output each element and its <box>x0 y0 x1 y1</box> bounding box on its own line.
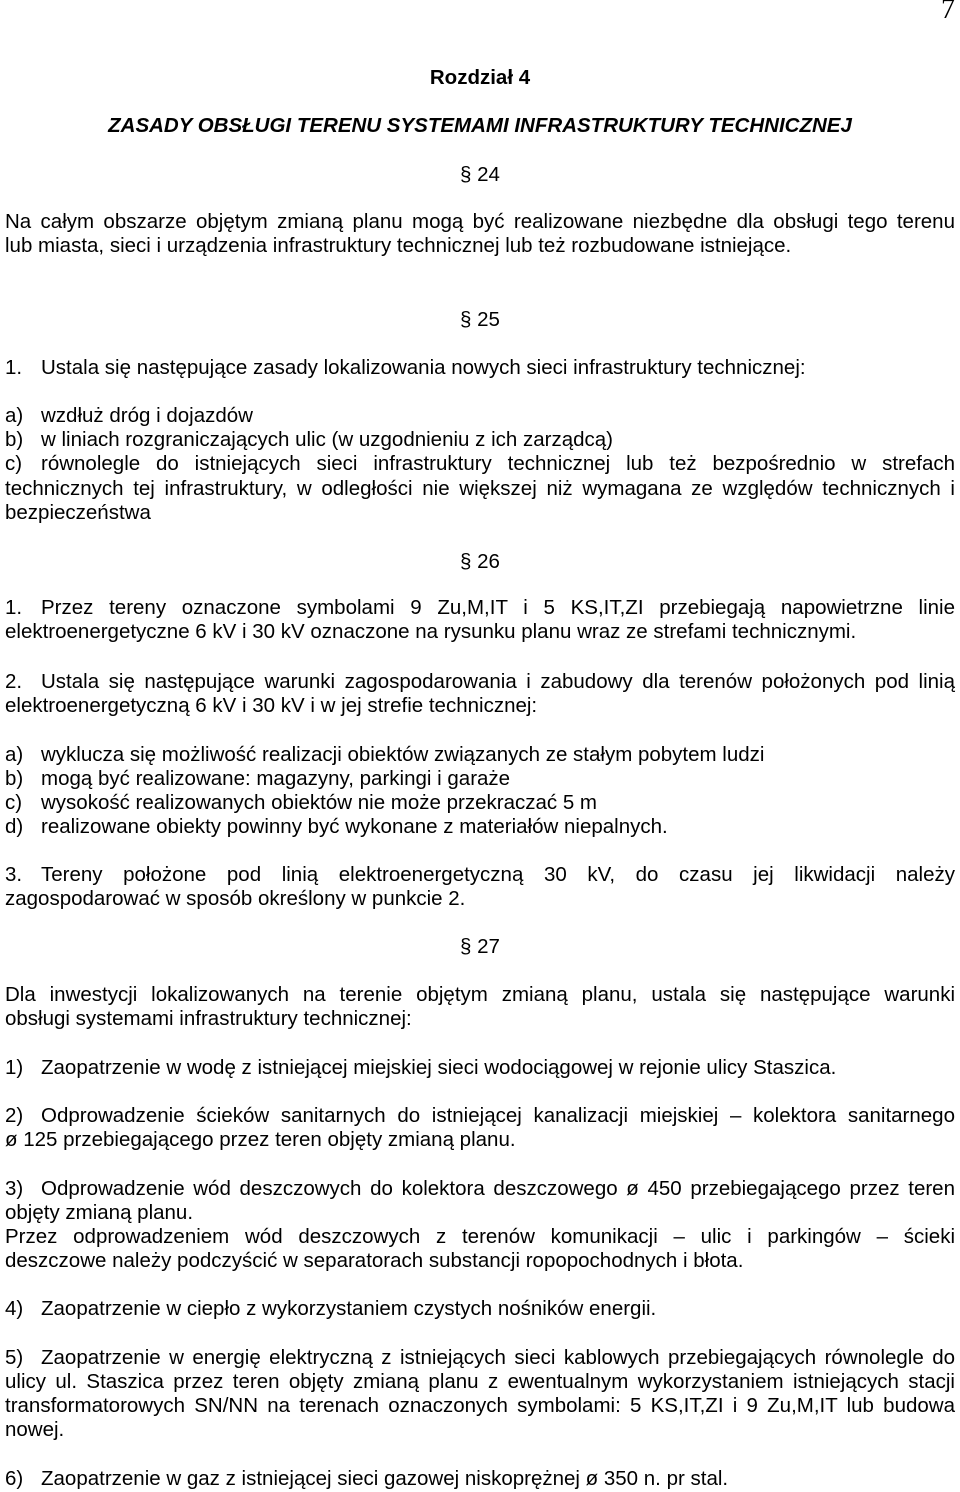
point-text: Tereny położone pod linią elektroenergetyczną 30 kV, do czasu jej likwidacji należy <box>41 863 955 886</box>
item-text: Zaopatrzenie w wodę z istniejącej miejskiej sieci wodociągowej w rejonie ulicy Staszica. <box>41 1056 837 1079</box>
item-text: wyklucza się możliwość realizacji obiektów związanych ze stałym pobytem ludzi <box>41 743 765 766</box>
item-label: b) <box>5 767 24 790</box>
item-label: a) <box>5 743 24 766</box>
item-text: Zaopatrzenie w ciepło z wykorzystaniem czystych nośników energii. <box>41 1297 657 1320</box>
point-continuation: zagospodarować w sposób określony w punkcie 2. <box>5 887 466 910</box>
list-item <box>5 1104 955 1128</box>
list-item <box>5 767 955 791</box>
item-label: 2) <box>5 1104 24 1127</box>
list-item <box>5 1056 955 1080</box>
item-label: 3) <box>5 1177 24 1200</box>
item-label: 6) <box>5 1467 24 1490</box>
list-item-continuation: bezpieczeństwa <box>5 501 151 524</box>
paragraph-line: obsługi systemami infrastruktury technicznej: <box>5 1007 412 1030</box>
section-heading: § 24 <box>460 163 500 186</box>
list-item-continuation: technicznych tej infrastruktury, w odległości nie większej niż wymagana ze względów technicznych i <box>5 477 955 500</box>
point-text: Ustala się następujące warunki zagospodarowania i zabudowy dla terenów położonych pod linią <box>41 670 955 693</box>
list-item <box>5 428 955 452</box>
list-item-continuation: ø 125 przebiegającego przez teren objęty zmianą planu. <box>5 1128 516 1151</box>
item-label: 5) <box>5 1346 24 1369</box>
point-number: 3. <box>5 863 23 886</box>
list-item <box>5 1297 955 1321</box>
paragraph-line: Dla inwestycji lokalizowanych na terenie objętym zmianą planu, ustala się następujące warunki <box>5 983 955 1006</box>
item-text: mogą być realizowane: magazyny, parkingi i garaże <box>41 767 511 790</box>
item-text: realizowane obiekty powinny być wykonane z materiałów niepalnych. <box>41 815 668 838</box>
item-text: wzdłuż dróg i dojazdów <box>41 404 253 427</box>
item-label: 1) <box>5 1056 24 1079</box>
point-line <box>5 670 955 694</box>
paragraph-line: Na całym obszarze objętym zmianą planu mogą być realizowane niezbędne dla obsługi tego terenu <box>5 210 955 233</box>
list-item <box>5 452 955 476</box>
list-item-continuation: deszczowe należy podczyścić w separatorach substancji ropopochodnych i błota. <box>5 1249 744 1272</box>
point-text: Przez tereny oznaczone symbolami 9 Zu,M,IT i 5 KS,IT,ZI przebiegają napowietrzne linie <box>41 596 955 619</box>
point-line <box>5 863 955 887</box>
section-heading: § 25 <box>460 308 500 331</box>
item-text: Zaopatrzenie w gaz z istniejącej sieci gazowej niskoprężnej ø 350 n. pr stal. <box>41 1467 729 1490</box>
point-number: 1. <box>5 596 23 619</box>
item-label: a) <box>5 404 24 427</box>
point-number: 2. <box>5 670 23 693</box>
list-item <box>5 743 955 767</box>
chapter-title: Rozdział 4 <box>429 66 531 89</box>
list-item-continuation: objęty zmianą planu. <box>5 1201 194 1224</box>
item-label: c) <box>5 791 23 814</box>
item-label: c) <box>5 452 23 475</box>
item-text: w liniach rozgraniczających ulic (w uzgodnieniu z ich zarządcą) <box>41 428 613 451</box>
item-text: Odprowadzenie ścieków sanitarnych do istniejącej kanalizacji miejskiej – kolektora sanitarnego <box>41 1104 955 1127</box>
point-continuation: elektroenergetyczną 6 kV i 30 kV i w jej strefie technicznej: <box>5 694 538 717</box>
list-item-continuation: transformatorowych SN/NN na terenach oznaczonych symbolami: 5 KS,IT,ZI i 9 Zu,M,IT lub budowa <box>5 1394 955 1417</box>
page-number: 7 <box>941 0 955 25</box>
section-heading: § 27 <box>460 935 500 958</box>
item-text: Zaopatrzenie w energię elektryczną z istniejących sieci kablowych przebiegających równolegle do <box>41 1346 955 1369</box>
list-item-continuation: ulicy ul. Staszica przez teren objęty zmianą planu z ewentualnym wykorzystaniem istniejących stacji <box>5 1370 955 1393</box>
item-label: 4) <box>5 1297 24 1320</box>
list-item <box>5 404 955 428</box>
item-label: d) <box>5 815 24 838</box>
item-text: wysokość realizowanych obiektów nie może przekraczać 5 m <box>41 791 598 814</box>
paragraph-line: lub miasta, sieci i urządzenia infrastruktury technicznej lub też rozbudowane istniejące. <box>5 234 792 257</box>
chapter-subtitle: ZASADY OBSŁUGI TERENU SYSTEMAMI INFRASTRUKTURY TECHNICZNEJ <box>108 114 852 137</box>
list-item-continuation: nowej. <box>5 1418 65 1441</box>
section-heading: § 26 <box>460 550 500 573</box>
item-text: Odprowadzenie wód deszczowych do kolektora deszczowego ø 450 przebiegającego przez teren <box>41 1177 955 1200</box>
point-text: Ustala się następujące zasady lokalizowania nowych sieci infrastruktury technicznej: <box>41 356 806 379</box>
point-line <box>5 356 955 380</box>
list-item <box>5 791 955 815</box>
item-label: b) <box>5 428 24 451</box>
item-text: równolegle do istniejących sieci infrastruktury technicznej lub też bezpośrednio w strefach <box>41 452 955 475</box>
point-number: 1. <box>5 356 23 379</box>
list-item <box>5 1467 955 1491</box>
list-item <box>5 815 955 839</box>
list-item <box>5 1177 955 1201</box>
point-continuation: elektroenergetyczne 6 kV i 30 kV oznaczone na rysunku planu wraz ze strefami technicznymi. <box>5 620 857 643</box>
list-item <box>5 1346 955 1370</box>
list-item-continuation: Przez odprowadzeniem wód deszczowych z terenów komunikacji – ulic i parkingów – ścieki <box>5 1225 955 1248</box>
point-line <box>5 596 955 620</box>
